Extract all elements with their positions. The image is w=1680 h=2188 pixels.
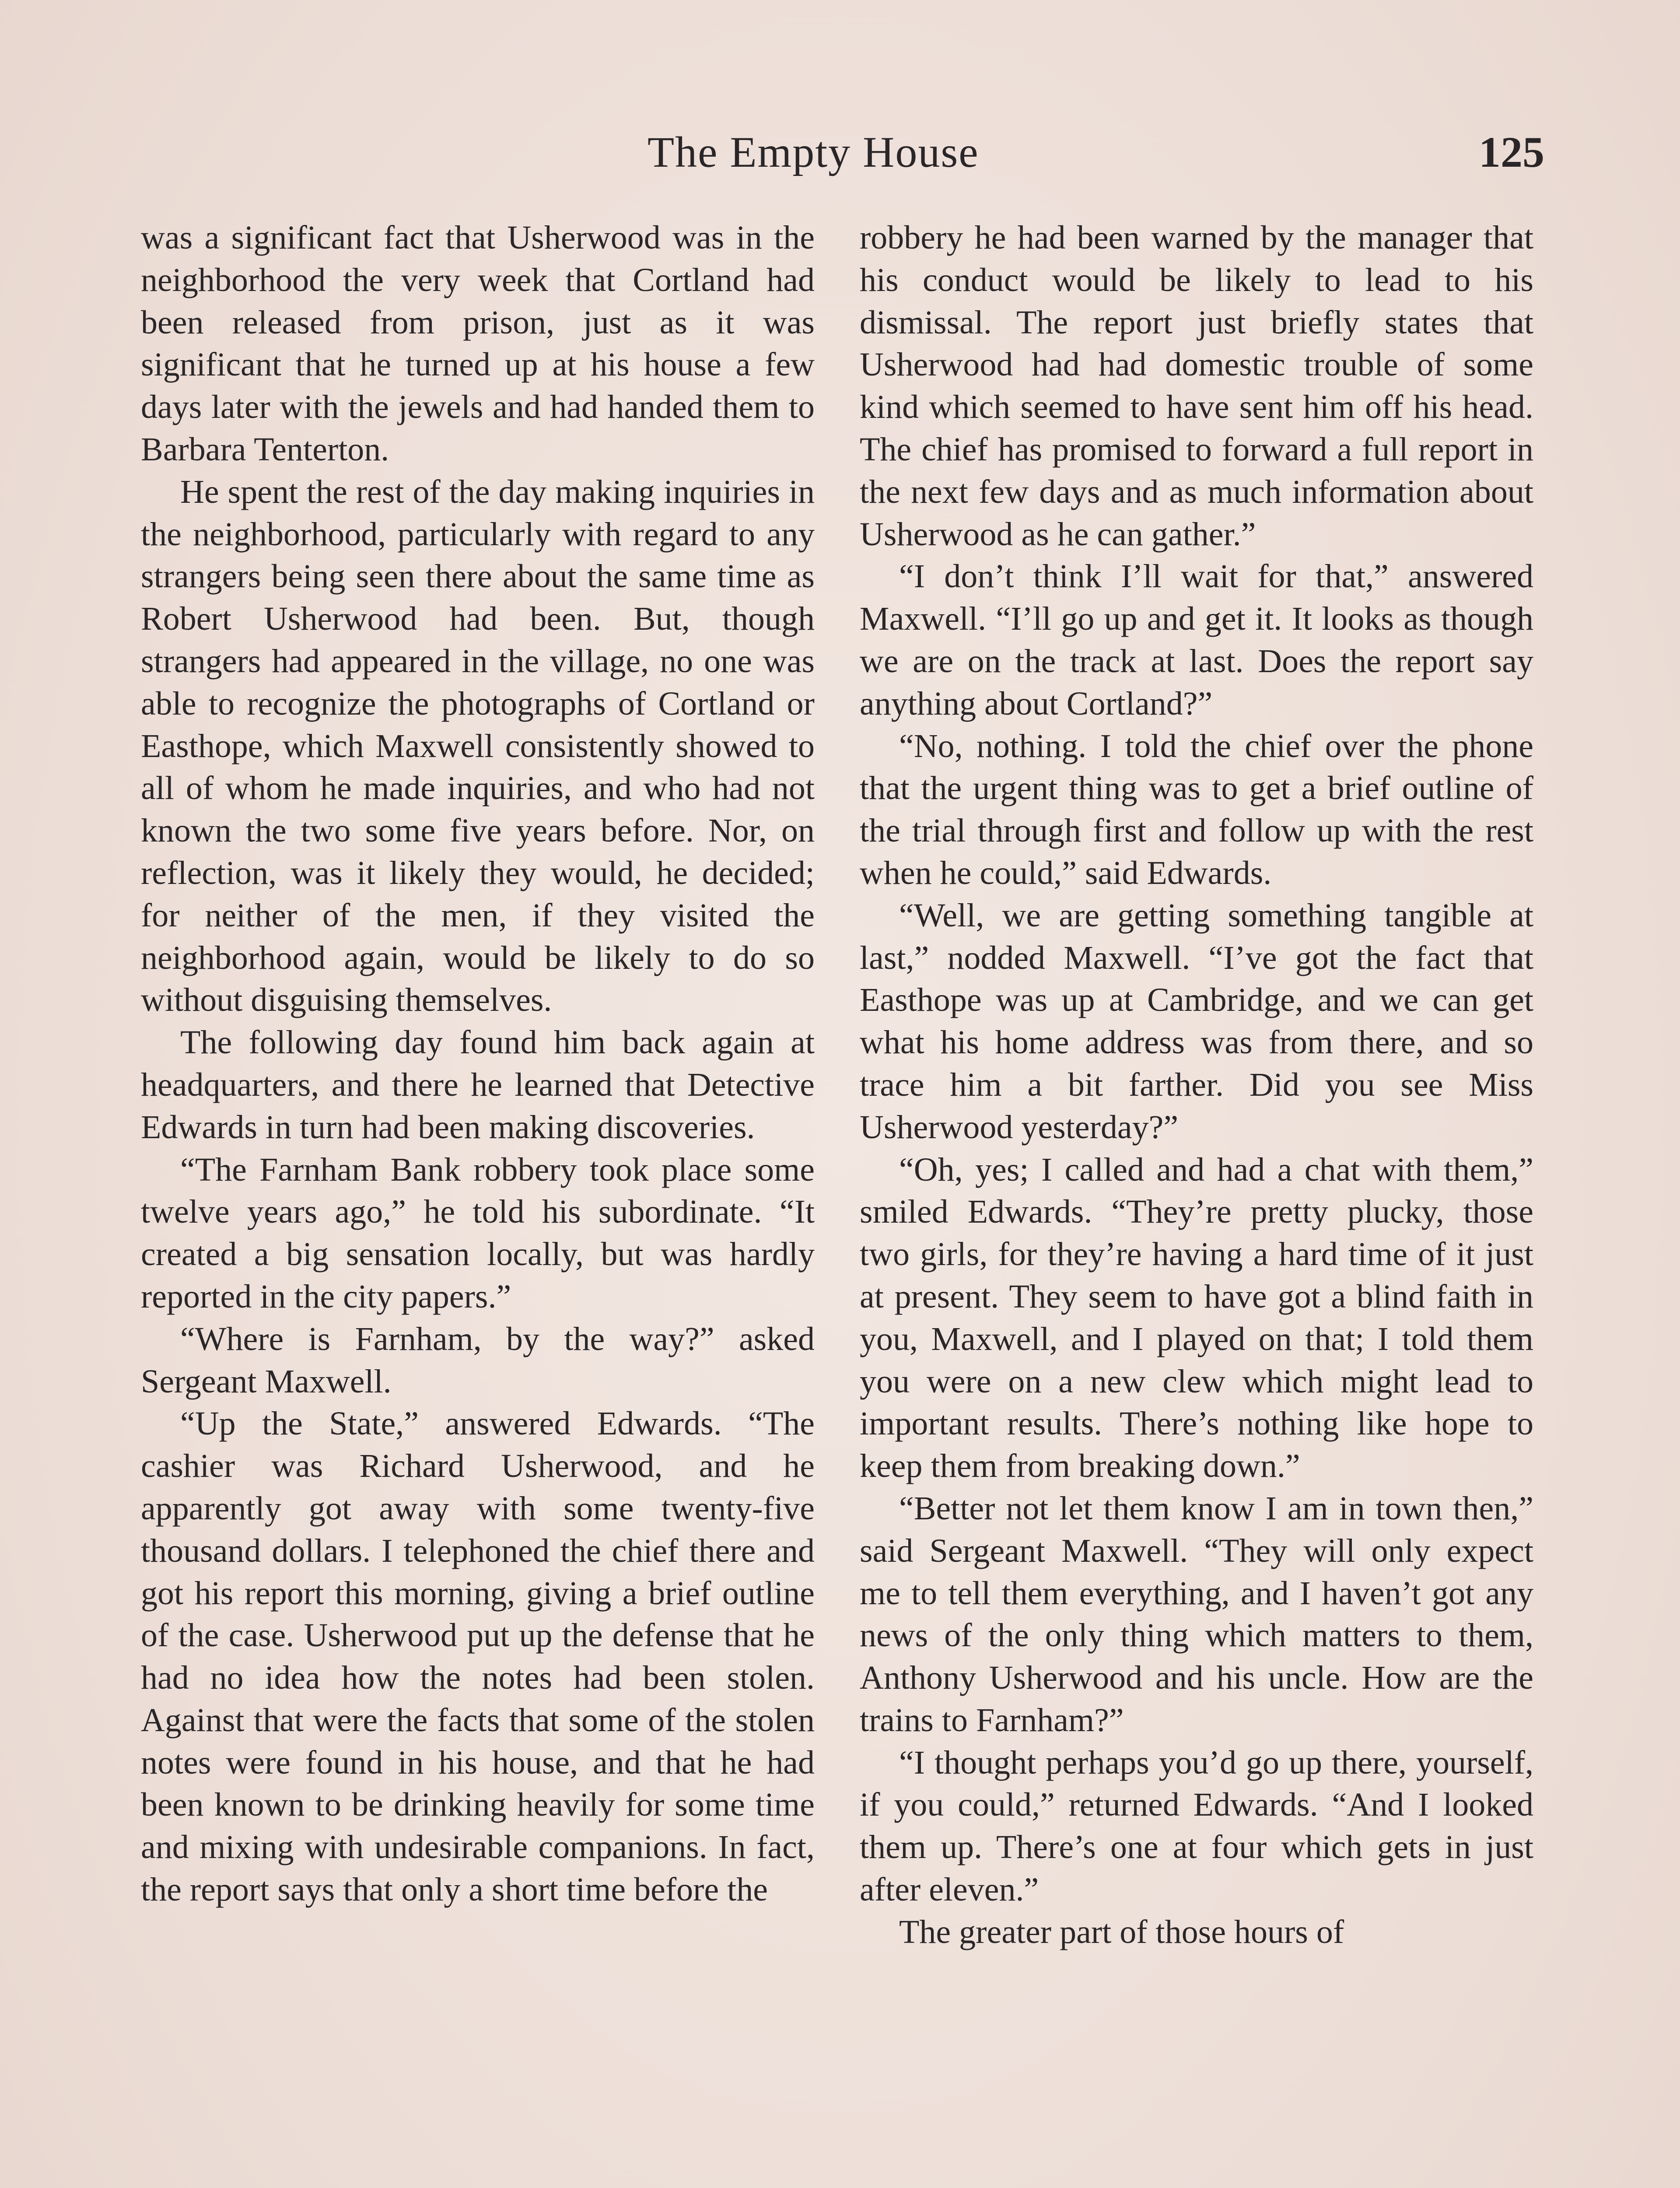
paragraph: robbery he had been warned by the manager that his conduct would be likely to lead to his dismissal. The report just briefly states that Usherwood had had domestic trouble of some kind which seemed to have sent him off his head. The chief has promised to forward a full report in the next few days and as much information about Usherwood as he can gather.”	[860, 219, 1533, 553]
paragraph: “I thought perhaps you’d go up there, yourself, if you could,” returned Edwards. “And I looked them up. There’s one at four which gets in just after eleven.”	[860, 1744, 1533, 1908]
paragraph: “Where is Farnham, by the way?” asked Sergeant Maxwell.	[141, 1320, 815, 1400]
paragraph: The following day found him back again at headquarters, and there he learned that Detective Edwards in turn had been making discoveries.	[141, 1024, 815, 1146]
running-title: The Empty House	[648, 128, 979, 176]
left-column	[141, 217, 815, 1911]
paragraph: The greater part of those hours of	[899, 1913, 1344, 1950]
paragraph: “Oh, yes; I called and had a chat with them,” smiled Edwards. “They’re pretty plucky, those two girls, for they’re having a hard time of it just at present. They seem to have got a blind faith in you, Maxwell, and I played on that; I told them you were on a new clew which might lead to important results. There’s nothing like hope to keep them from breaking down.”	[860, 1151, 1533, 1485]
paragraph: “I don’t think I’ll wait for that,” answered Maxwell. “I’ll go up and get it. It looks as though we are on the track at last. Does the report say anything about Cortland?”	[860, 558, 1533, 722]
paragraph: “Better not let them know I am in town then,” said Sergeant Maxwell. “They will only expect me to tell them everything, and I haven’t got any news of the only thing which matters to them, Anthony Usherwood and his uncle. How are the trains to Farnham?”	[860, 1490, 1533, 1739]
page-header	[0, 127, 1680, 193]
paragraph: “The Farnham Bank robbery took place some twelve years ago,” he told his subordinate. “It created a big sensation locally, but was hardly reported in the city papers.”	[141, 1151, 815, 1315]
paragraph: was a significant fact that Usherwood was in the neighborhood the very week that Cortland had been released from prison, just as it was significant that he turned up at his house a few days later with the jewels and had handed them to Barbara Tenterton.	[141, 219, 815, 468]
paragraph: “Well, we are getting something tangible at last,” nodded Maxwell. “I’ve got the fact that Easthope was up at Cambridge, and we can get what his home address was from there, and so trace him a bit farther. Did you see Miss Usherwood yesterday?”	[860, 897, 1533, 1146]
paragraph: He spent the rest of the day making inquiries in the neighborhood, particularly with regard to any strangers being seen there about the same time as Robert Usherwood had been. But, though strangers had appeared in the village, no one was able to recognize the photographs of Cortland or Easthope, which Maxwell consistently showed to all of whom he made inquiries, and who had not known the two some five years before. Nor, on reflection, was it likely they would, he decided; for neither of the men, if they visited the neighborhood again, would be likely to do so without disguising themselves.	[141, 473, 815, 1019]
paragraph: “No, nothing. I told the chief over the phone that the urgent thing was to get a brief outline of the trial through first and follow up with the rest when he could,” said Edwards.	[860, 727, 1533, 891]
right-column	[860, 217, 1533, 1953]
page-number: 125	[1479, 128, 1544, 176]
paragraph: “Up the State,” answered Edwards. “The cashier was Richard Usherwood, and he apparently got away with some twenty-five thousand dollars. I telephoned the chief there and got his report this morning, giving a brief outline of the case. Usherwood put up the defense that he had no idea how the notes had been stolen. Against that were the facts that some of the stolen notes were found in his house, and that he had been known to be drinking heavily for some time and mixing with undesirable companions. In fact, the report says that only a short time before the	[141, 1405, 815, 1908]
